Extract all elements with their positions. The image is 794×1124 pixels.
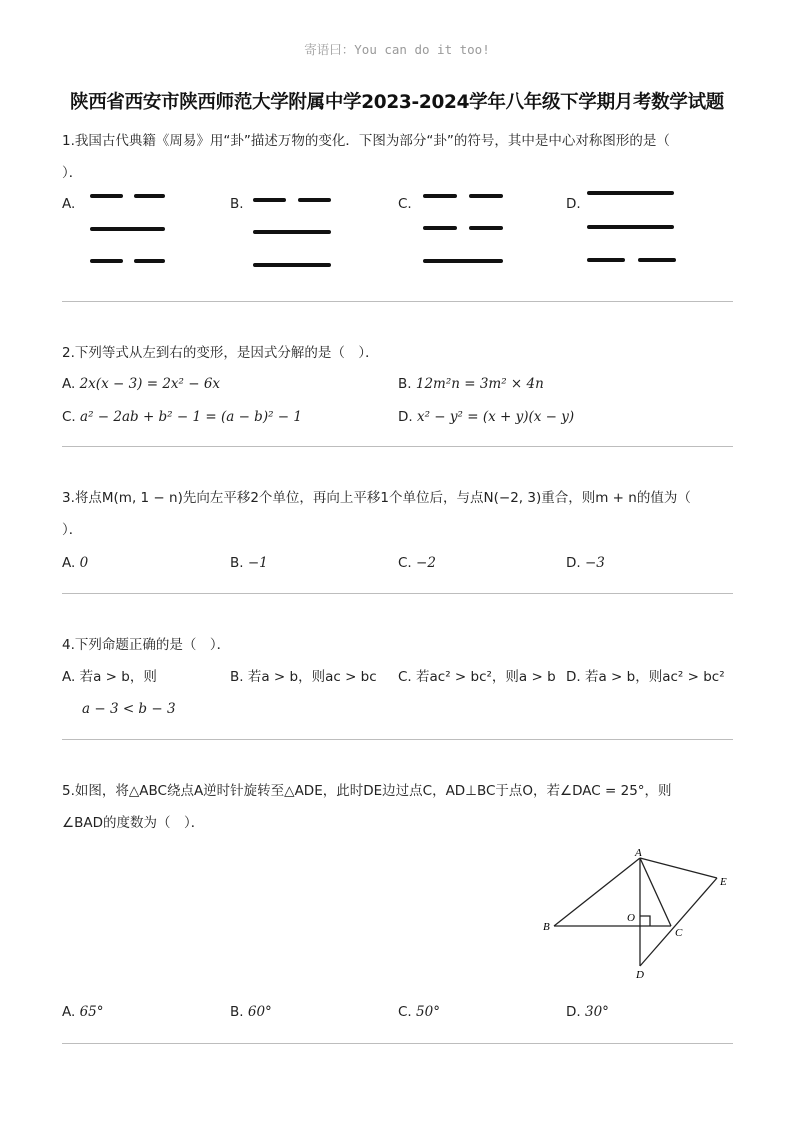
point-o-label: O (627, 912, 635, 924)
q2-option-c: C. a² − 2ab + b² − 1 = (a − b)² − 1 (62, 409, 302, 425)
q2-option-d: D. x² − y² = (x + y)(x − y) (398, 409, 575, 425)
q3-stem-line2: ）． (62, 522, 83, 538)
point-e-label: E (720, 876, 727, 888)
q2-option-b: B. 12m²n = 3m² × 4n (398, 376, 544, 392)
divider (62, 739, 733, 740)
divider (62, 446, 733, 447)
q1-option-a-label: A. (62, 196, 76, 212)
q3-option-c: C. −2 (398, 555, 436, 571)
q2-stem: 2.下列等式从左到右的变形，是因式分解的是（ ）． (62, 345, 379, 361)
q1-option-d-label: D. (566, 196, 581, 212)
q3-stem-line1: 3.将点M(m, 1 − n)先向左平移2个单位，再向上平移1个单位后，与点N(−2, 3)重合，则m + n的值为（ (62, 490, 691, 506)
q4-option-d: D. 若a > b，则ac² > bc² (566, 669, 725, 685)
q5-option-b: B. 60° (230, 1004, 272, 1020)
q3-option-b: B. −1 (230, 555, 268, 571)
divider (62, 1043, 733, 1044)
point-d-label: D (636, 969, 644, 981)
q5-option-a: A. 65° (62, 1004, 104, 1020)
q1-option-b-label: B. (230, 196, 244, 212)
q1-stem-line1: 1.我国古代典籍《周易》用“卦”描述万物的变化．下图为部分“卦”的符号，其中是中心对称图形的是（ (62, 133, 670, 149)
q5-stem-line2: ∠BAD的度数为（ ）． (62, 815, 205, 831)
q4-option-b: B. 若a > b，则ac > bc (230, 669, 377, 685)
q5-option-c: C. 50° (398, 1004, 440, 1020)
q3-option-a: A. 0 (62, 555, 89, 571)
point-b-label: B (543, 921, 550, 933)
point-c-label: C (675, 927, 683, 939)
q1-option-c-label: C. (398, 196, 412, 212)
q2-option-a: A. 2x(x − 3) = 2x² − 6x (62, 376, 221, 392)
rotation-figure (535, 840, 735, 990)
watermark: 寄语曰：You can do it too! (304, 42, 490, 57)
q5-stem-line1: 5.如图，将△ABC绕点A逆时针旋转至△ADE，此时DE边过点C，AD⊥BC于点O，若∠DAC = 25°，则 (62, 783, 672, 799)
q4-option-c: C. 若ac² > bc²，则a > b (398, 669, 556, 685)
point-a-label: A (635, 847, 642, 859)
q4-option-a: A. 若a > b，则 (62, 669, 157, 685)
q1-stem-line2: ）． (62, 165, 83, 181)
q4-stem: 4.下列命题正确的是（ ）． (62, 637, 231, 653)
q3-option-d: D. −3 (566, 555, 605, 571)
divider (62, 301, 733, 302)
page-title: 陕西省西安市陕西师范大学附属中学2023-2024学年八年级下学期月考数学试题 (70, 92, 724, 113)
divider (62, 593, 733, 594)
q5-option-d: D. 30° (566, 1004, 609, 1020)
q4-option-a-continued: a − 3 < b − 3 (82, 701, 176, 717)
